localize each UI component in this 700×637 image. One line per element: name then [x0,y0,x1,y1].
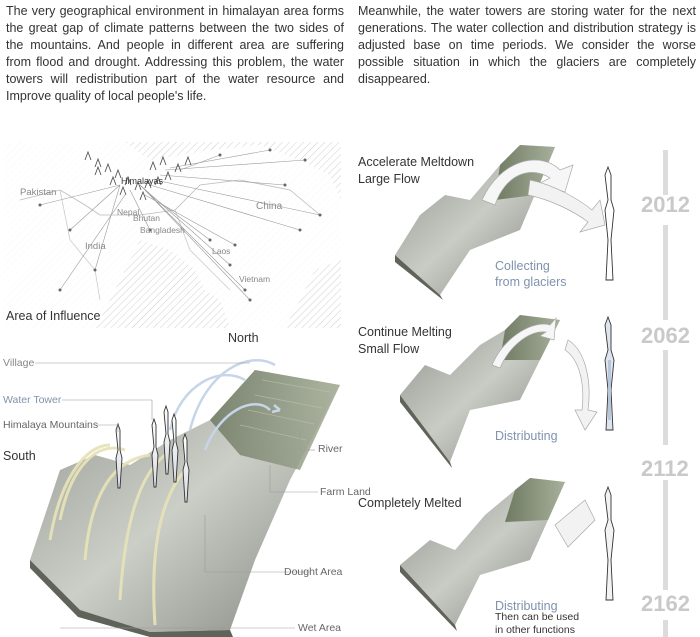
stage-2-subtitle: Small Flow [358,342,420,356]
intro-left-paragraph: The very geographical environment in himalayan area forms the great gap of climate patterns between the two sides of the mountains. And people in different area are suffering from flood and drought. Addressing this problem, the water towers will redistribution part of the water resource and Improve quality of local people's life. [6,4,344,103]
influence-map [3,142,341,328]
label-bangladesh: Bangladesh [140,225,185,235]
label-bhutan: Bhutan [133,213,160,223]
label-india: India [85,241,106,252]
label-north: North [228,331,259,345]
label-water-tower: Water Tower [3,394,62,406]
label-south: South [3,449,36,463]
timeline-bar [663,150,668,637]
label-river: River [318,443,343,455]
stage-2-action: Distributing [495,429,558,443]
final-note-1: Then can be used [495,611,580,623]
section-diagram [30,360,343,637]
year-2112: 2112 [641,456,689,481]
year-2062: 2062 [641,323,690,348]
label-vietnam: Vietnam [239,274,271,284]
label-wet-area: Wet Area [298,622,341,634]
label-dought-area: Dought Area [284,566,343,578]
stage-1-subtitle: Large Flow [358,172,420,186]
stage-1-action: Collecting [495,259,550,273]
label-himalayas: Himalayas [121,176,164,186]
stage-2-title: Continue Melting [358,325,452,339]
year-2162: 2162 [641,591,690,616]
year-2012: 2012 [641,192,690,217]
stage-3-action: Distributing [495,599,558,613]
intro-right-paragraph: Meanwhile, the water towers are storing water for the next generations. The water collection and distribution strategy is adjusted base on time periods. We consider the worse possible situation in which the glaciers are completely disappeared. [358,4,696,86]
label-pakistan: Pakistan [20,187,57,198]
label-laos: Laos [212,246,231,256]
timeline-towers [605,167,614,600]
final-note-2: in other functions [495,624,575,636]
stage-3-title: Completely Melted [358,496,462,510]
map-caption: Area of Influence [6,309,101,323]
label-himalaya-mountains: Himalaya Mountains [3,419,99,431]
label-farm-land: Farm Land [320,486,371,498]
stage-1-title: Accelerate Meltdown [358,155,475,169]
label-nepal: Nepal [117,207,140,217]
stage-1-action-2: from glaciers [495,275,567,289]
label-village: Village [3,357,35,369]
label-china: China [256,201,283,212]
